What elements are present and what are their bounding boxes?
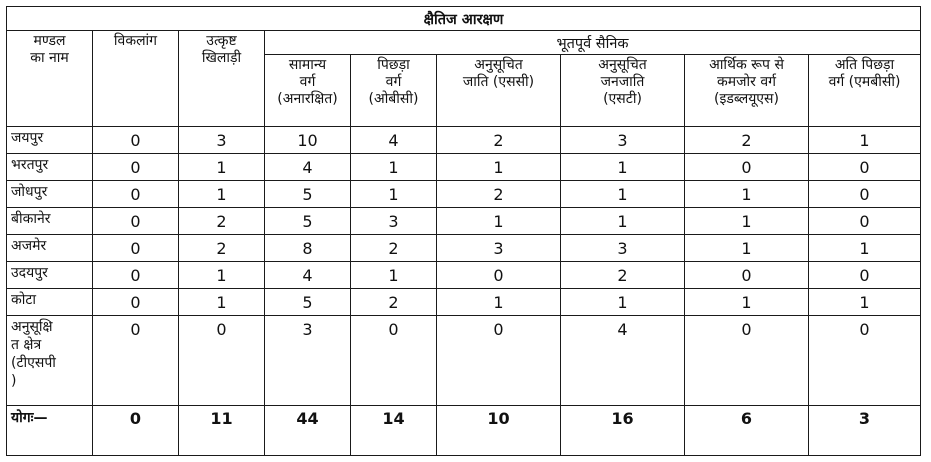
cell-samanya: 4	[265, 154, 351, 181]
header-sc	[437, 55, 561, 127]
cell-viklang: 0	[93, 208, 179, 235]
total-viklang: 0	[93, 406, 179, 456]
header-viklang-text: विकलांग	[113, 33, 158, 49]
cell-samanya: 5	[265, 208, 351, 235]
header-row-1	[7, 31, 921, 55]
cell-ews: 1	[685, 208, 809, 235]
row-name-line4: )	[11, 373, 17, 389]
cell-ews: 0	[685, 262, 809, 289]
table-row	[7, 181, 921, 208]
header-st-line3: (एसटी)	[603, 91, 642, 107]
header-st-line1: अनुसूचित	[598, 57, 647, 73]
cell-obc: 1	[351, 154, 437, 181]
cell-ews: 0	[685, 154, 809, 181]
header-ews	[685, 55, 809, 127]
cell-st: 3	[561, 127, 685, 154]
header-obc	[351, 55, 437, 127]
row-name: उदयपुर	[7, 262, 93, 289]
header-viklang	[93, 31, 179, 127]
cell-samanya: 10	[265, 127, 351, 154]
cell-st: 1	[561, 181, 685, 208]
header-khiladi	[179, 31, 265, 127]
header-samanya-line1: सामान्य	[288, 57, 327, 73]
row-name: कोटा	[7, 289, 93, 316]
header-mbc-line2: वर्ग (एमबीसी)	[828, 74, 901, 90]
cell-khiladi: 1	[179, 181, 265, 208]
cell-st: 2	[561, 262, 685, 289]
header-mbc	[809, 55, 921, 127]
row-name-line3: (टीएसपी	[11, 355, 56, 371]
row-name: जयपुर	[7, 127, 93, 154]
cell-sc: 2	[437, 181, 561, 208]
table-row	[7, 154, 921, 181]
cell-khiladi: 2	[179, 208, 265, 235]
header-sc-line1: अनुसूचित	[474, 57, 523, 73]
cell-mbc: 0	[809, 208, 921, 235]
total-row	[7, 406, 921, 456]
table-row	[7, 316, 921, 406]
cell-ews: 2	[685, 127, 809, 154]
cell-st: 4	[561, 316, 685, 406]
cell-samanya: 4	[265, 262, 351, 289]
total-mbc: 3	[809, 406, 921, 456]
cell-samanya: 8	[265, 235, 351, 262]
table-row	[7, 235, 921, 262]
row-name-line1: अनुसूक्षि	[11, 319, 53, 335]
row-name: बीकानेर	[7, 208, 93, 235]
cell-obc: 2	[351, 235, 437, 262]
cell-mbc: 0	[809, 154, 921, 181]
cell-viklang: 0	[93, 127, 179, 154]
header-obc-line3: (ओबीसी)	[368, 91, 419, 107]
cell-obc: 4	[351, 127, 437, 154]
total-st: 16	[561, 406, 685, 456]
cell-samanya: 5	[265, 181, 351, 208]
table-row	[7, 127, 921, 154]
cell-sc: 0	[437, 262, 561, 289]
header-bhutpurva-sainik: भूतपूर्व सैनिक	[265, 31, 921, 55]
table-row	[7, 262, 921, 289]
header-khiladi-line1: उत्कृष्ट	[206, 33, 237, 49]
cell-mbc: 1	[809, 235, 921, 262]
cell-sc: 2	[437, 127, 561, 154]
table-title: क्षैतिज आरक्षण	[7, 7, 921, 31]
cell-obc: 0	[351, 316, 437, 406]
header-ews-line1: आर्थिक रूप से	[709, 57, 784, 73]
cell-mbc: 0	[809, 181, 921, 208]
cell-khiladi: 0	[179, 316, 265, 406]
cell-khiladi: 3	[179, 127, 265, 154]
row-name-line2: त क्षेत्र	[11, 337, 42, 353]
cell-mbc: 0	[809, 262, 921, 289]
reservation-table	[6, 6, 921, 456]
cell-viklang: 0	[93, 235, 179, 262]
cell-sc: 3	[437, 235, 561, 262]
total-khiladi: 11	[179, 406, 265, 456]
cell-viklang: 0	[93, 316, 179, 406]
cell-khiladi: 1	[179, 289, 265, 316]
header-st-line2: जनजाति	[600, 74, 645, 90]
title-row	[7, 7, 921, 31]
header-khiladi-line2: खिलाड़ी	[201, 50, 242, 66]
cell-ews: 0	[685, 316, 809, 406]
cell-viklang: 0	[93, 181, 179, 208]
cell-sc: 1	[437, 289, 561, 316]
row-name	[7, 316, 93, 406]
row-name: भरतपुर	[7, 154, 93, 181]
total-sc: 10	[437, 406, 561, 456]
cell-st: 1	[561, 154, 685, 181]
total-ews: 6	[685, 406, 809, 456]
cell-viklang: 0	[93, 289, 179, 316]
header-samanya-line3: (अनारक्षित)	[277, 91, 338, 107]
cell-obc: 1	[351, 181, 437, 208]
header-mandal	[7, 31, 93, 127]
cell-viklang: 0	[93, 154, 179, 181]
row-name: अजमेर	[7, 235, 93, 262]
header-mandal-line1: मण्डल	[33, 33, 66, 49]
cell-samanya: 3	[265, 316, 351, 406]
cell-st: 1	[561, 208, 685, 235]
header-samanya-line2: वर्ग	[299, 74, 316, 90]
total-samanya: 44	[265, 406, 351, 456]
cell-obc: 3	[351, 208, 437, 235]
cell-obc: 1	[351, 262, 437, 289]
header-sc-line2: जाति (एससी)	[462, 74, 535, 90]
cell-mbc: 1	[809, 289, 921, 316]
table-row	[7, 208, 921, 235]
cell-khiladi: 1	[179, 154, 265, 181]
cell-mbc: 0	[809, 316, 921, 406]
header-samanya	[265, 55, 351, 127]
cell-sc: 1	[437, 154, 561, 181]
cell-obc: 2	[351, 289, 437, 316]
header-obc-line2: वर्ग	[385, 74, 402, 90]
header-ews-line2: कमजोर वर्ग	[717, 74, 776, 90]
cell-khiladi: 1	[179, 262, 265, 289]
header-obc-line1: पिछड़ा	[377, 57, 410, 73]
cell-samanya: 5	[265, 289, 351, 316]
cell-st: 1	[561, 289, 685, 316]
header-ews-line3: (इडब्लयूएस)	[714, 91, 779, 107]
cell-st: 3	[561, 235, 685, 262]
cell-sc: 0	[437, 316, 561, 406]
cell-sc: 1	[437, 208, 561, 235]
cell-ews: 1	[685, 181, 809, 208]
cell-ews: 1	[685, 289, 809, 316]
header-st	[561, 55, 685, 127]
total-label: योगः—	[7, 406, 93, 456]
total-obc: 14	[351, 406, 437, 456]
header-mandal-line2: का नाम	[30, 50, 69, 66]
row-name: जोधपुर	[7, 181, 93, 208]
header-mbc-line1: अति पिछड़ा	[834, 57, 895, 73]
cell-khiladi: 2	[179, 235, 265, 262]
cell-ews: 1	[685, 235, 809, 262]
table-row	[7, 289, 921, 316]
cell-viklang: 0	[93, 262, 179, 289]
cell-mbc: 1	[809, 127, 921, 154]
